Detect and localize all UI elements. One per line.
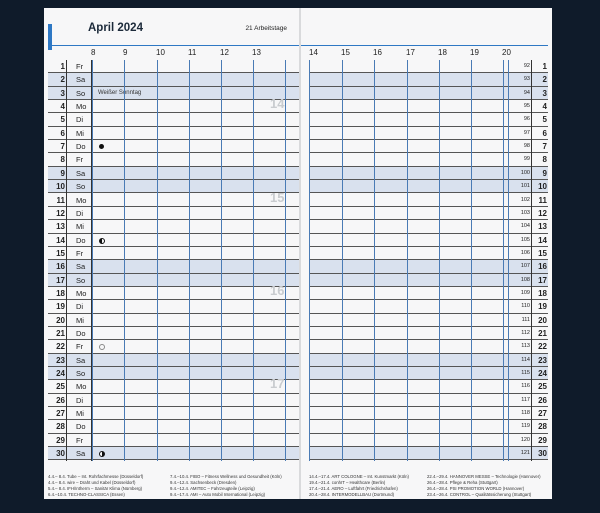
- day-row[interactable]: [48, 340, 299, 353]
- day-row[interactable]: [309, 314, 548, 327]
- hour-label: 10: [156, 48, 165, 57]
- day-number-right: 24: [538, 369, 547, 379]
- day-of-year: 103: [520, 209, 530, 216]
- week-number: 15: [270, 189, 285, 205]
- day-row[interactable]: [309, 407, 548, 420]
- day-number-right: 6: [542, 128, 547, 138]
- day-row[interactable]: [309, 300, 548, 313]
- moon-phase-last-quarter-icon: [99, 451, 105, 457]
- weekday-name: So: [76, 369, 86, 379]
- hour-line: [92, 60, 93, 461]
- day-number-right: 12: [538, 208, 547, 218]
- weekday-name: Mi: [76, 222, 84, 232]
- hour-label: 15: [341, 48, 350, 57]
- weekday-name: Mi: [76, 128, 84, 138]
- day-of-year: 95: [523, 103, 530, 110]
- day-row[interactable]: [309, 394, 548, 407]
- day-number: 15: [56, 248, 65, 258]
- weekday-name: Fr: [76, 435, 84, 445]
- weekday-name: Di: [76, 395, 84, 405]
- hour-label: 20: [502, 48, 511, 57]
- day-of-year: 117: [521, 396, 530, 403]
- day-of-year: 110: [521, 303, 530, 310]
- day-number-right: 7: [542, 142, 547, 152]
- day-number: 17: [56, 275, 65, 285]
- day-number-right: 30: [538, 449, 547, 459]
- day-row[interactable]: [309, 113, 548, 126]
- day-row[interactable]: [309, 447, 548, 460]
- day-row[interactable]: [48, 113, 299, 126]
- fair-column: [427, 474, 541, 498]
- day-row[interactable]: [309, 274, 548, 287]
- fair-entry: 14.4.–17.4. ART COLOGNE – Int. Kunstmarkt (Köln): [309, 474, 409, 479]
- day-number-right: 16: [538, 262, 547, 272]
- day-of-year: 100: [520, 169, 530, 176]
- day-grid-left: [48, 60, 299, 461]
- day-row[interactable]: [309, 367, 548, 380]
- weekday-name: Mo: [76, 195, 87, 205]
- day-of-year: 112: [521, 330, 530, 336]
- weekday-name: Mo: [76, 288, 87, 298]
- day-number: 24: [56, 369, 65, 379]
- hour-label: 14: [309, 48, 318, 57]
- moon-phase-full-icon: [99, 344, 105, 350]
- day-row[interactable]: [309, 100, 548, 113]
- day-row[interactable]: [48, 300, 299, 313]
- day-number-right: 13: [538, 222, 547, 232]
- weekday-name: Di: [76, 115, 84, 125]
- hour-line: [407, 60, 408, 461]
- day-number-right: 3: [542, 88, 547, 98]
- day-number: 8: [60, 155, 65, 165]
- day-number-right: 8: [542, 155, 547, 165]
- weekday-name: Di: [76, 302, 84, 312]
- moon-phase-new-icon: [99, 144, 104, 149]
- day-row[interactable]: [48, 60, 299, 73]
- day-row[interactable]: [48, 407, 299, 420]
- day-number: 3: [60, 88, 65, 98]
- column-divider: [531, 60, 532, 461]
- week-number: 17: [270, 376, 285, 392]
- day-row[interactable]: [309, 354, 548, 367]
- weekday-name: Mo: [76, 102, 87, 112]
- day-row[interactable]: [309, 234, 548, 247]
- day-number-right: 10: [538, 182, 547, 192]
- day-number-right: 21: [538, 329, 547, 338]
- weekday-name: Sa: [76, 75, 86, 85]
- weekday-name: So: [76, 182, 86, 192]
- hour-line: [503, 60, 504, 461]
- left-page: [44, 8, 299, 499]
- day-row[interactable]: [48, 153, 299, 166]
- fair-entry: 9.4.–17.4. AMI – Auto Mobil International (Leipzig): [170, 492, 266, 497]
- day-of-year: 92: [523, 63, 530, 69]
- day-of-year: 93: [523, 76, 530, 83]
- day-number: 16: [56, 262, 65, 272]
- day-number: 22: [56, 342, 65, 352]
- day-number: 23: [56, 355, 65, 365]
- day-of-year: 105: [520, 236, 530, 243]
- day-row[interactable]: [309, 420, 548, 433]
- day-row[interactable]: [309, 247, 548, 260]
- fair-entry: 5.4.– 8.4. IFH/Intherm – Sanitär Klima (Nürnberg): [48, 486, 143, 491]
- day-row[interactable]: [48, 314, 299, 327]
- day-number-right: 18: [538, 288, 547, 298]
- day-row[interactable]: [309, 287, 548, 300]
- hour-label: 9: [123, 48, 128, 57]
- day-row[interactable]: [48, 220, 299, 233]
- day-number-right: 5: [542, 115, 547, 125]
- hour-line: [374, 60, 375, 461]
- day-number: 4: [60, 102, 65, 112]
- day-number: 30: [56, 449, 65, 459]
- fair-entry: 4.4.– 8.4. wire – Draht und Kabel (Düsseldorf): [48, 480, 136, 485]
- day-number: 10: [56, 182, 65, 192]
- hour-label: 12: [220, 48, 229, 57]
- day-row[interactable]: [48, 260, 299, 273]
- day-row[interactable]: [309, 434, 548, 447]
- day-number: 19: [56, 302, 65, 312]
- day-number-right: 26: [538, 395, 547, 405]
- weekday-name: Mi: [76, 409, 84, 419]
- day-row[interactable]: [309, 340, 548, 353]
- hour-label: 19: [470, 48, 479, 57]
- hour-label: 11: [188, 48, 197, 57]
- day-row[interactable]: [309, 153, 548, 166]
- weekday-name: Do: [76, 142, 86, 152]
- hour-line: [439, 60, 440, 461]
- day-number: 12: [56, 208, 65, 218]
- fair-entry: 26.4.–28.4. Pflege & Reha (Stuttgart): [427, 480, 498, 485]
- day-number-right: 2: [542, 75, 547, 85]
- day-of-year: 114: [521, 356, 530, 363]
- day-row[interactable]: [48, 247, 299, 260]
- day-row[interactable]: [48, 127, 299, 140]
- hour-label: 13: [252, 48, 261, 57]
- holiday-label: Weißer Sonntag: [98, 89, 142, 96]
- day-of-year: 115: [521, 370, 530, 377]
- fair-entry: 23.4.–26.4. CONTROL – Qualitätssicherung (Stuttgart): [427, 492, 532, 497]
- day-number: 25: [56, 382, 65, 392]
- day-of-year: 120: [520, 436, 530, 443]
- weekday-name: Mo: [76, 382, 87, 392]
- day-number: 14: [56, 235, 65, 245]
- hour-line: [309, 60, 310, 461]
- day-number-right: 20: [538, 315, 547, 325]
- day-row[interactable]: [48, 434, 299, 447]
- day-of-year: 118: [521, 410, 530, 417]
- day-number: 13: [56, 222, 65, 232]
- fair-entry: 22.4.–29.4. HANNOVER MESSE – Technologie (Hannover): [427, 474, 541, 479]
- day-row[interactable]: [48, 327, 299, 340]
- fair-entry: 6.4.–10.4. TECHNO-CLASSICA (Essen): [48, 492, 125, 497]
- week-number: 14: [270, 96, 285, 112]
- day-number: 9: [60, 168, 65, 178]
- day-number-right: 23: [538, 355, 547, 365]
- day-of-year: 109: [520, 289, 530, 296]
- hour-label: 8: [91, 48, 96, 57]
- day-row[interactable]: [309, 327, 548, 340]
- day-row[interactable]: [309, 260, 548, 273]
- fair-entry: 7.4.–10.4. FIBO – Fitness Wellness und Gesundheit (Köln): [170, 474, 282, 479]
- day-of-year: 104: [520, 223, 530, 230]
- fair-entry: 26.4.–28.4. PSI PROMOTION WORLD (Hannover): [427, 486, 525, 491]
- weekday-name: Mi: [76, 315, 84, 325]
- weekday-name: So: [76, 275, 86, 285]
- page-title: April 2024: [88, 22, 143, 34]
- day-grid-right: [309, 60, 548, 461]
- day-row[interactable]: [48, 73, 299, 86]
- day-number: 11: [56, 195, 65, 205]
- day-number: 18: [56, 288, 65, 298]
- hour-line: [124, 60, 125, 461]
- fair-column: [309, 474, 409, 498]
- weekday-name: So: [76, 88, 86, 98]
- day-row[interactable]: [309, 60, 548, 73]
- day-number-right: 25: [538, 382, 547, 392]
- day-of-year: 98: [523, 143, 530, 150]
- day-row[interactable]: [48, 367, 299, 380]
- weekday-name: Sa: [76, 449, 86, 459]
- fair-entry: 9.4.–12.4. Sachsenbeck (Dresden): [170, 480, 237, 485]
- day-of-year: 107: [520, 263, 530, 270]
- day-row[interactable]: [309, 73, 548, 86]
- right-page: [301, 8, 552, 499]
- hour-line: [342, 60, 343, 461]
- hour-line: [189, 60, 190, 461]
- day-row[interactable]: [309, 207, 548, 220]
- day-of-year: 94: [523, 89, 530, 96]
- day-row[interactable]: [48, 420, 299, 433]
- fair-entry: 4.4.– 8.4. Tube – Int. Rohrfachmesse (Düsseldorf): [48, 474, 144, 479]
- accent-bar: [48, 24, 52, 50]
- weekday-name: Fr: [76, 155, 84, 165]
- day-number-right: 27: [538, 409, 547, 419]
- hour-scale-left: [44, 48, 299, 60]
- weekday-name: Fr: [76, 62, 84, 71]
- day-row[interactable]: [48, 354, 299, 367]
- weekday-name: Do: [76, 329, 86, 338]
- day-number-right: 22: [538, 342, 547, 352]
- day-number: 28: [56, 422, 65, 432]
- day-number: 29: [56, 435, 65, 445]
- fair-entry: 19.4.–21.4. conhIT – Healthcare (Berlin): [309, 480, 386, 485]
- day-number-right: 17: [538, 275, 547, 285]
- day-number: 6: [60, 128, 65, 138]
- hour-line: [471, 60, 472, 461]
- day-number: 27: [56, 409, 65, 419]
- day-of-year: 111: [521, 316, 530, 323]
- weekday-name: Do: [76, 235, 86, 245]
- day-number-right: 28: [538, 422, 547, 432]
- workdays-label: 21 Arbeitstage: [245, 25, 287, 32]
- hour-label: 18: [438, 48, 447, 57]
- day-row[interactable]: [309, 167, 548, 180]
- weekday-name: Fr: [76, 342, 84, 352]
- hour-line: [253, 60, 254, 461]
- day-of-year: 119: [521, 423, 530, 430]
- day-of-year: 96: [523, 116, 530, 123]
- day-row[interactable]: [309, 140, 548, 153]
- weekday-name: Sa: [76, 355, 86, 365]
- day-row[interactable]: [309, 380, 548, 393]
- hour-label: 17: [406, 48, 415, 57]
- day-row[interactable]: [309, 87, 548, 100]
- fair-entry: 20.4.–28.4. INTERMODELLBAU (Dortmund): [309, 492, 395, 497]
- day-row[interactable]: [48, 394, 299, 407]
- day-row[interactable]: [48, 100, 299, 113]
- hour-line: [285, 60, 286, 461]
- day-row[interactable]: [309, 194, 548, 207]
- weekday-name: Fr: [76, 248, 84, 258]
- day-number: 5: [60, 115, 65, 125]
- day-row[interactable]: [48, 140, 299, 153]
- day-row[interactable]: [48, 234, 299, 247]
- day-row[interactable]: [48, 167, 299, 180]
- day-number-right: 1: [542, 62, 547, 71]
- day-row[interactable]: [48, 180, 299, 193]
- header-rule-right: [301, 45, 548, 46]
- week-number: 16: [270, 282, 285, 298]
- fair-entry: 9.4.–12.4. AMITEC – Fahrzeugteile (Leipzig): [170, 486, 255, 491]
- day-number: 1: [60, 62, 65, 71]
- day-of-year: 101: [520, 183, 530, 190]
- day-row[interactable]: [48, 207, 299, 220]
- weekday-name: Sa: [76, 262, 86, 272]
- day-row[interactable]: [48, 447, 299, 460]
- day-row[interactable]: [309, 180, 548, 193]
- day-number-right: 19: [538, 302, 547, 312]
- day-number: 2: [60, 75, 65, 85]
- day-number-right: 14: [538, 235, 547, 245]
- column-divider: [66, 60, 67, 461]
- day-of-year: 106: [520, 249, 530, 256]
- hour-line: [157, 60, 158, 461]
- hour-line: [221, 60, 222, 461]
- hour-scale-right: [301, 48, 552, 60]
- day-number: 7: [60, 142, 65, 152]
- day-of-year: 108: [520, 276, 530, 283]
- day-number-right: 15: [538, 248, 547, 258]
- day-number: 26: [56, 395, 65, 405]
- day-number-right: 11: [538, 195, 547, 205]
- day-number-right: 29: [538, 435, 547, 445]
- day-row[interactable]: [309, 220, 548, 233]
- day-number-right: 9: [542, 168, 547, 178]
- day-row[interactable]: [48, 87, 299, 100]
- day-number-right: 4: [542, 102, 547, 112]
- fair-column: [170, 474, 282, 498]
- day-of-year: 121: [520, 450, 530, 457]
- day-of-year: 113: [521, 343, 530, 350]
- day-of-year: 99: [523, 156, 530, 163]
- day-row[interactable]: [48, 380, 299, 393]
- weekday-name: Sa: [76, 168, 86, 178]
- weekday-name: Do: [76, 422, 86, 432]
- day-of-year: 116: [521, 383, 530, 390]
- day-of-year: 97: [523, 129, 530, 136]
- day-row[interactable]: [48, 194, 299, 207]
- header-rule: [48, 45, 299, 46]
- day-number: 21: [56, 329, 65, 338]
- moon-phase-first-quarter-icon: [99, 238, 105, 244]
- day-row[interactable]: [48, 274, 299, 287]
- day-row[interactable]: [309, 127, 548, 140]
- day-of-year: 102: [520, 196, 530, 203]
- day-number: 20: [56, 315, 65, 325]
- doy-divider: [508, 60, 509, 461]
- day-row[interactable]: [48, 287, 299, 300]
- fair-entry: 17.4.–21.4. AERO – Luftfahrt (Friedrichshafen): [309, 486, 398, 491]
- weekday-name: Di: [76, 208, 84, 218]
- hour-label: 16: [373, 48, 382, 57]
- fair-column: [48, 474, 143, 498]
